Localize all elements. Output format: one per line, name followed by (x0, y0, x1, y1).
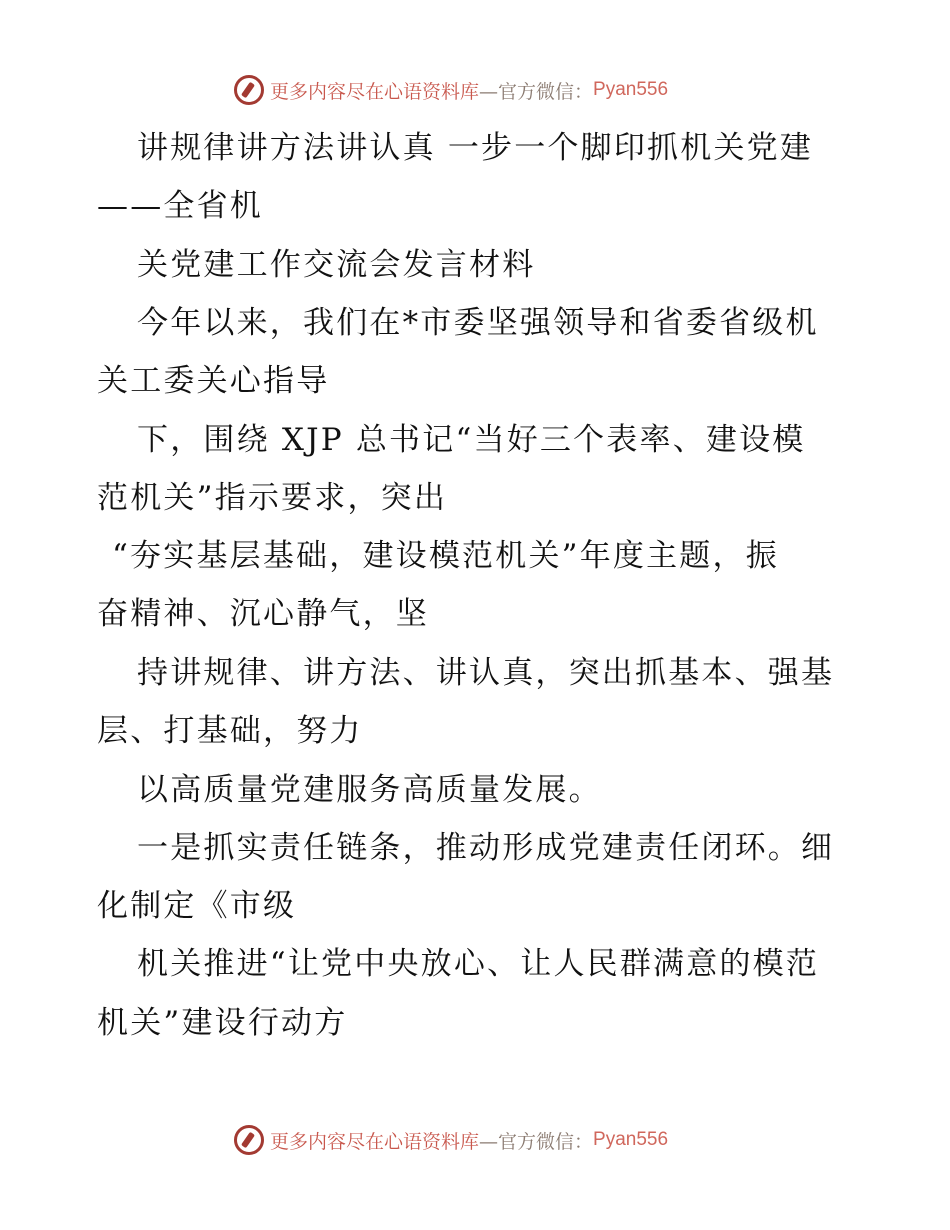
logo-icon (234, 1125, 264, 1155)
text-line: “夯实基层基础，建设模范机关”年度主题，振 (112, 538, 779, 574)
text-line: 范机关”指示要求，突出 (97, 480, 448, 516)
text-line: 奋精神、沉心静气，坚 (97, 596, 429, 632)
footer-watermark: 更多内容尽在心语资料库 —官方微信： Pyan556 (234, 1120, 668, 1160)
text-line: 关工委关心指导 (97, 363, 330, 399)
text-line: ——全省机 (97, 188, 263, 224)
text-line: 讲规律讲方法讲认真 一步一个脚印抓机关党建 (137, 130, 814, 166)
text-line: 一是抓实责任链条，推动形成党建责任闭环。细 (137, 830, 835, 866)
text-line: 化制定《市级 (97, 888, 297, 924)
header-watermark: 更多内容尽在心语资料库 —官方微信： Pyan556 (234, 70, 668, 110)
text-line: 持讲规律、讲方法、讲认真，突出抓基本、强基 (137, 655, 835, 691)
text-line: 关党建工作交流会发言材料 (137, 247, 536, 283)
text-line: 下，围绕 XJP 总书记“当好三个表率、建设模 (137, 422, 806, 458)
text-line: 机关推进“让党中央放心、让人民群满意的模范 (137, 946, 820, 982)
logo-icon (234, 75, 264, 105)
text-line: 今年以来，我们在*市委坚强领导和省委省级机 (137, 305, 819, 341)
text-line: 机关”建设行动方 (97, 1005, 348, 1041)
text-line: 以高质量党建服务高质量发展。 (137, 772, 602, 808)
text-line: 层、打基础，努力 (97, 713, 363, 749)
